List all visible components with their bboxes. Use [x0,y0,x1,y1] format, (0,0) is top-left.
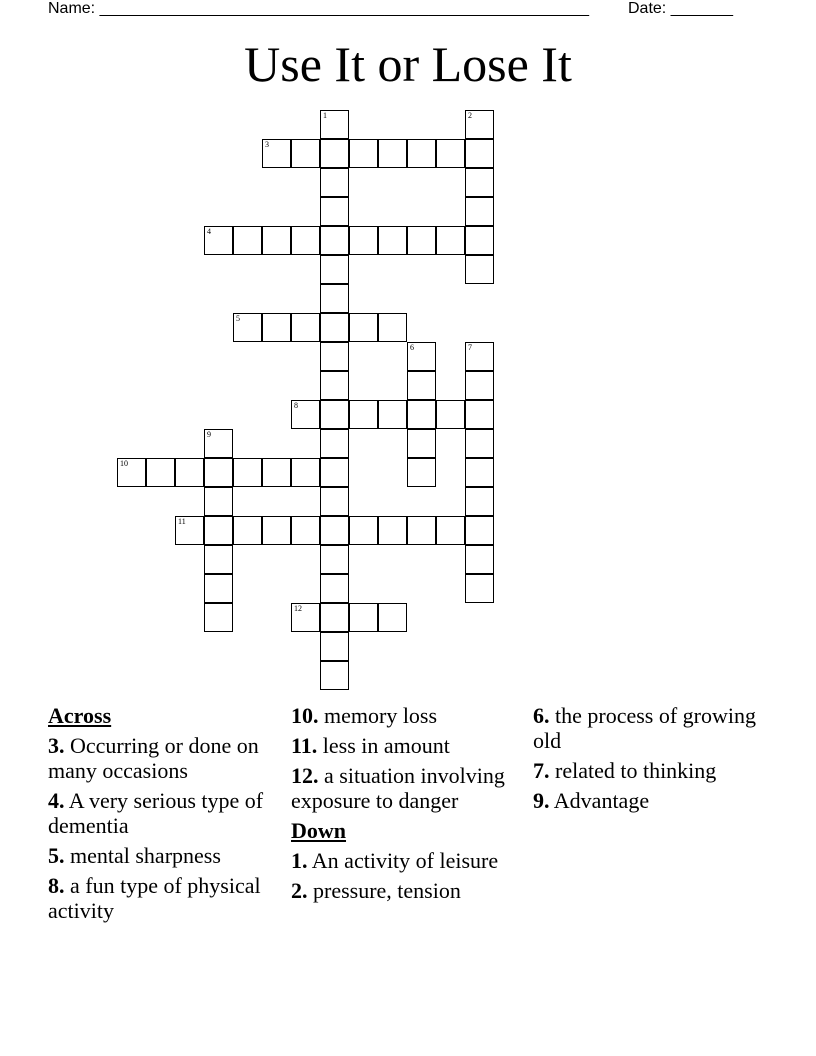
clue-across-4: 4. A very serious type of dementia [48,788,264,838]
grid-cell[interactable] [291,226,320,255]
clue-column-3 [533,703,769,818]
clue-down-2: 2. pressure, tension [291,878,461,903]
clue-number-label: 12 [294,604,302,613]
grid-cell[interactable] [233,458,262,487]
page-title: Use It or Lose It [244,36,572,92]
grid-cell[interactable] [465,458,494,487]
grid-cell[interactable] [465,400,494,429]
grid-cell[interactable] [320,429,349,458]
grid-cell[interactable] [407,516,436,545]
grid-cell[interactable] [204,226,233,255]
clue-number-label: 5 [236,314,240,323]
clue-down-1: 1. An activity of leisure [291,848,499,873]
grid-cell[interactable] [175,516,204,545]
grid-cell[interactable] [465,516,494,545]
clue-number-label: 8 [294,401,298,410]
grid-cell[interactable] [407,139,436,168]
clue-down-7: 7. related to thinking [533,758,717,783]
grid-cell[interactable] [204,603,233,632]
grid-cell[interactable] [262,458,291,487]
clue-number-label: 10 [120,459,128,468]
clue-number-label: 2 [468,111,472,120]
grid-cell[interactable] [465,429,494,458]
grid-cell[interactable] [320,139,349,168]
clue-across-5: 5. mental sharpness [48,843,221,868]
grid-cell[interactable] [465,197,494,226]
grid-cell[interactable] [320,632,349,661]
grid-cell[interactable] [465,226,494,255]
grid-cell[interactable] [465,168,494,197]
clue-column-2 [291,703,527,908]
grid-cell[interactable] [320,197,349,226]
grid-cell[interactable] [320,255,349,284]
grid-cell[interactable] [291,603,320,632]
grid-cell[interactable] [262,516,291,545]
grid-cell[interactable] [436,516,465,545]
grid-cell[interactable] [233,226,262,255]
grid-cell[interactable] [204,458,233,487]
grid-cell[interactable] [407,429,436,458]
grid-cell[interactable] [233,516,262,545]
grid-cell[interactable] [465,342,494,371]
grid-cell[interactable] [320,603,349,632]
grid-cell[interactable] [320,400,349,429]
grid-cell[interactable] [262,226,291,255]
clue-down-9: 9. Advantage [533,788,650,813]
clue-across-8: 8. a fun type of physical activity [48,873,261,923]
grid-cell[interactable] [204,545,233,574]
clue-number-label: 6 [410,343,414,352]
grid-cell[interactable] [233,313,262,342]
grid-cell[interactable] [465,574,494,603]
grid-cell[interactable] [320,574,349,603]
across-heading: Across [48,703,112,728]
clue-across-11: 11. less in amount [291,733,450,758]
grid-cell[interactable] [320,313,349,342]
clue-down-6: 6. the process of growing old [533,703,757,753]
clue-column-1 [48,703,284,928]
grid-cell[interactable] [349,400,378,429]
grid-cell[interactable] [436,139,465,168]
grid-cell[interactable] [407,226,436,255]
name-field-line: Name: _______________________________________________________ [48,0,589,17]
grid-cell[interactable] [349,603,378,632]
grid-cell[interactable] [436,400,465,429]
clue-number-label: 7 [468,343,472,352]
grid-cell[interactable] [378,400,407,429]
grid-cell[interactable] [407,371,436,400]
grid-cell[interactable] [204,487,233,516]
grid-cell[interactable] [320,487,349,516]
grid-cell[interactable] [378,603,407,632]
date-field-line: Date: _______ [628,0,733,17]
grid-cell[interactable] [407,342,436,371]
grid-cell[interactable] [465,255,494,284]
grid-cell[interactable] [291,313,320,342]
clue-number-label: 11 [178,517,186,526]
clue-number-label: 4 [207,227,211,236]
grid-cell[interactable] [175,458,204,487]
grid-cell[interactable] [465,110,494,139]
grid-cell[interactable] [320,545,349,574]
clue-number-label: 3 [265,140,269,149]
grid-cell[interactable] [378,139,407,168]
grid-cell[interactable] [117,458,146,487]
clue-across-12: 12. a situation involving exposure to danger [291,763,505,813]
grid-cell[interactable] [349,313,378,342]
grid-cell[interactable] [204,429,233,458]
grid-cell[interactable] [378,313,407,342]
grid-cell[interactable] [465,545,494,574]
clue-across-10: 10. memory loss [291,703,438,728]
grid-cell[interactable] [407,458,436,487]
grid-cell[interactable] [349,226,378,255]
grid-cell[interactable] [320,110,349,139]
grid-cell[interactable] [378,516,407,545]
grid-cell[interactable] [378,226,407,255]
clue-number-label: 9 [207,430,211,439]
grid-cell[interactable] [320,371,349,400]
grid-cell[interactable] [291,458,320,487]
grid-cell[interactable] [262,139,291,168]
grid-cell[interactable] [349,516,378,545]
grid-cell[interactable] [320,661,349,690]
grid-cell[interactable] [407,400,436,429]
clue-across-3: 3. Occurring or done on many occasions [48,733,259,783]
grid-cell[interactable] [204,574,233,603]
grid-cell[interactable] [320,168,349,197]
grid-cell[interactable] [291,516,320,545]
grid-cell[interactable] [320,458,349,487]
grid-cell[interactable] [291,139,320,168]
grid-cell[interactable] [320,226,349,255]
grid-cell[interactable] [320,342,349,371]
down-heading: Down [291,818,347,843]
grid-cell[interactable] [291,400,320,429]
grid-cell[interactable] [146,458,175,487]
grid-cell[interactable] [320,516,349,545]
grid-cell[interactable] [436,226,465,255]
grid-cell[interactable] [349,139,378,168]
grid-cell[interactable] [465,487,494,516]
grid-cell[interactable] [320,284,349,313]
grid-cell[interactable] [465,371,494,400]
grid-cell[interactable] [262,313,291,342]
grid-cell[interactable] [204,516,233,545]
clue-number-label: 1 [323,111,327,120]
grid-cell[interactable] [465,139,494,168]
